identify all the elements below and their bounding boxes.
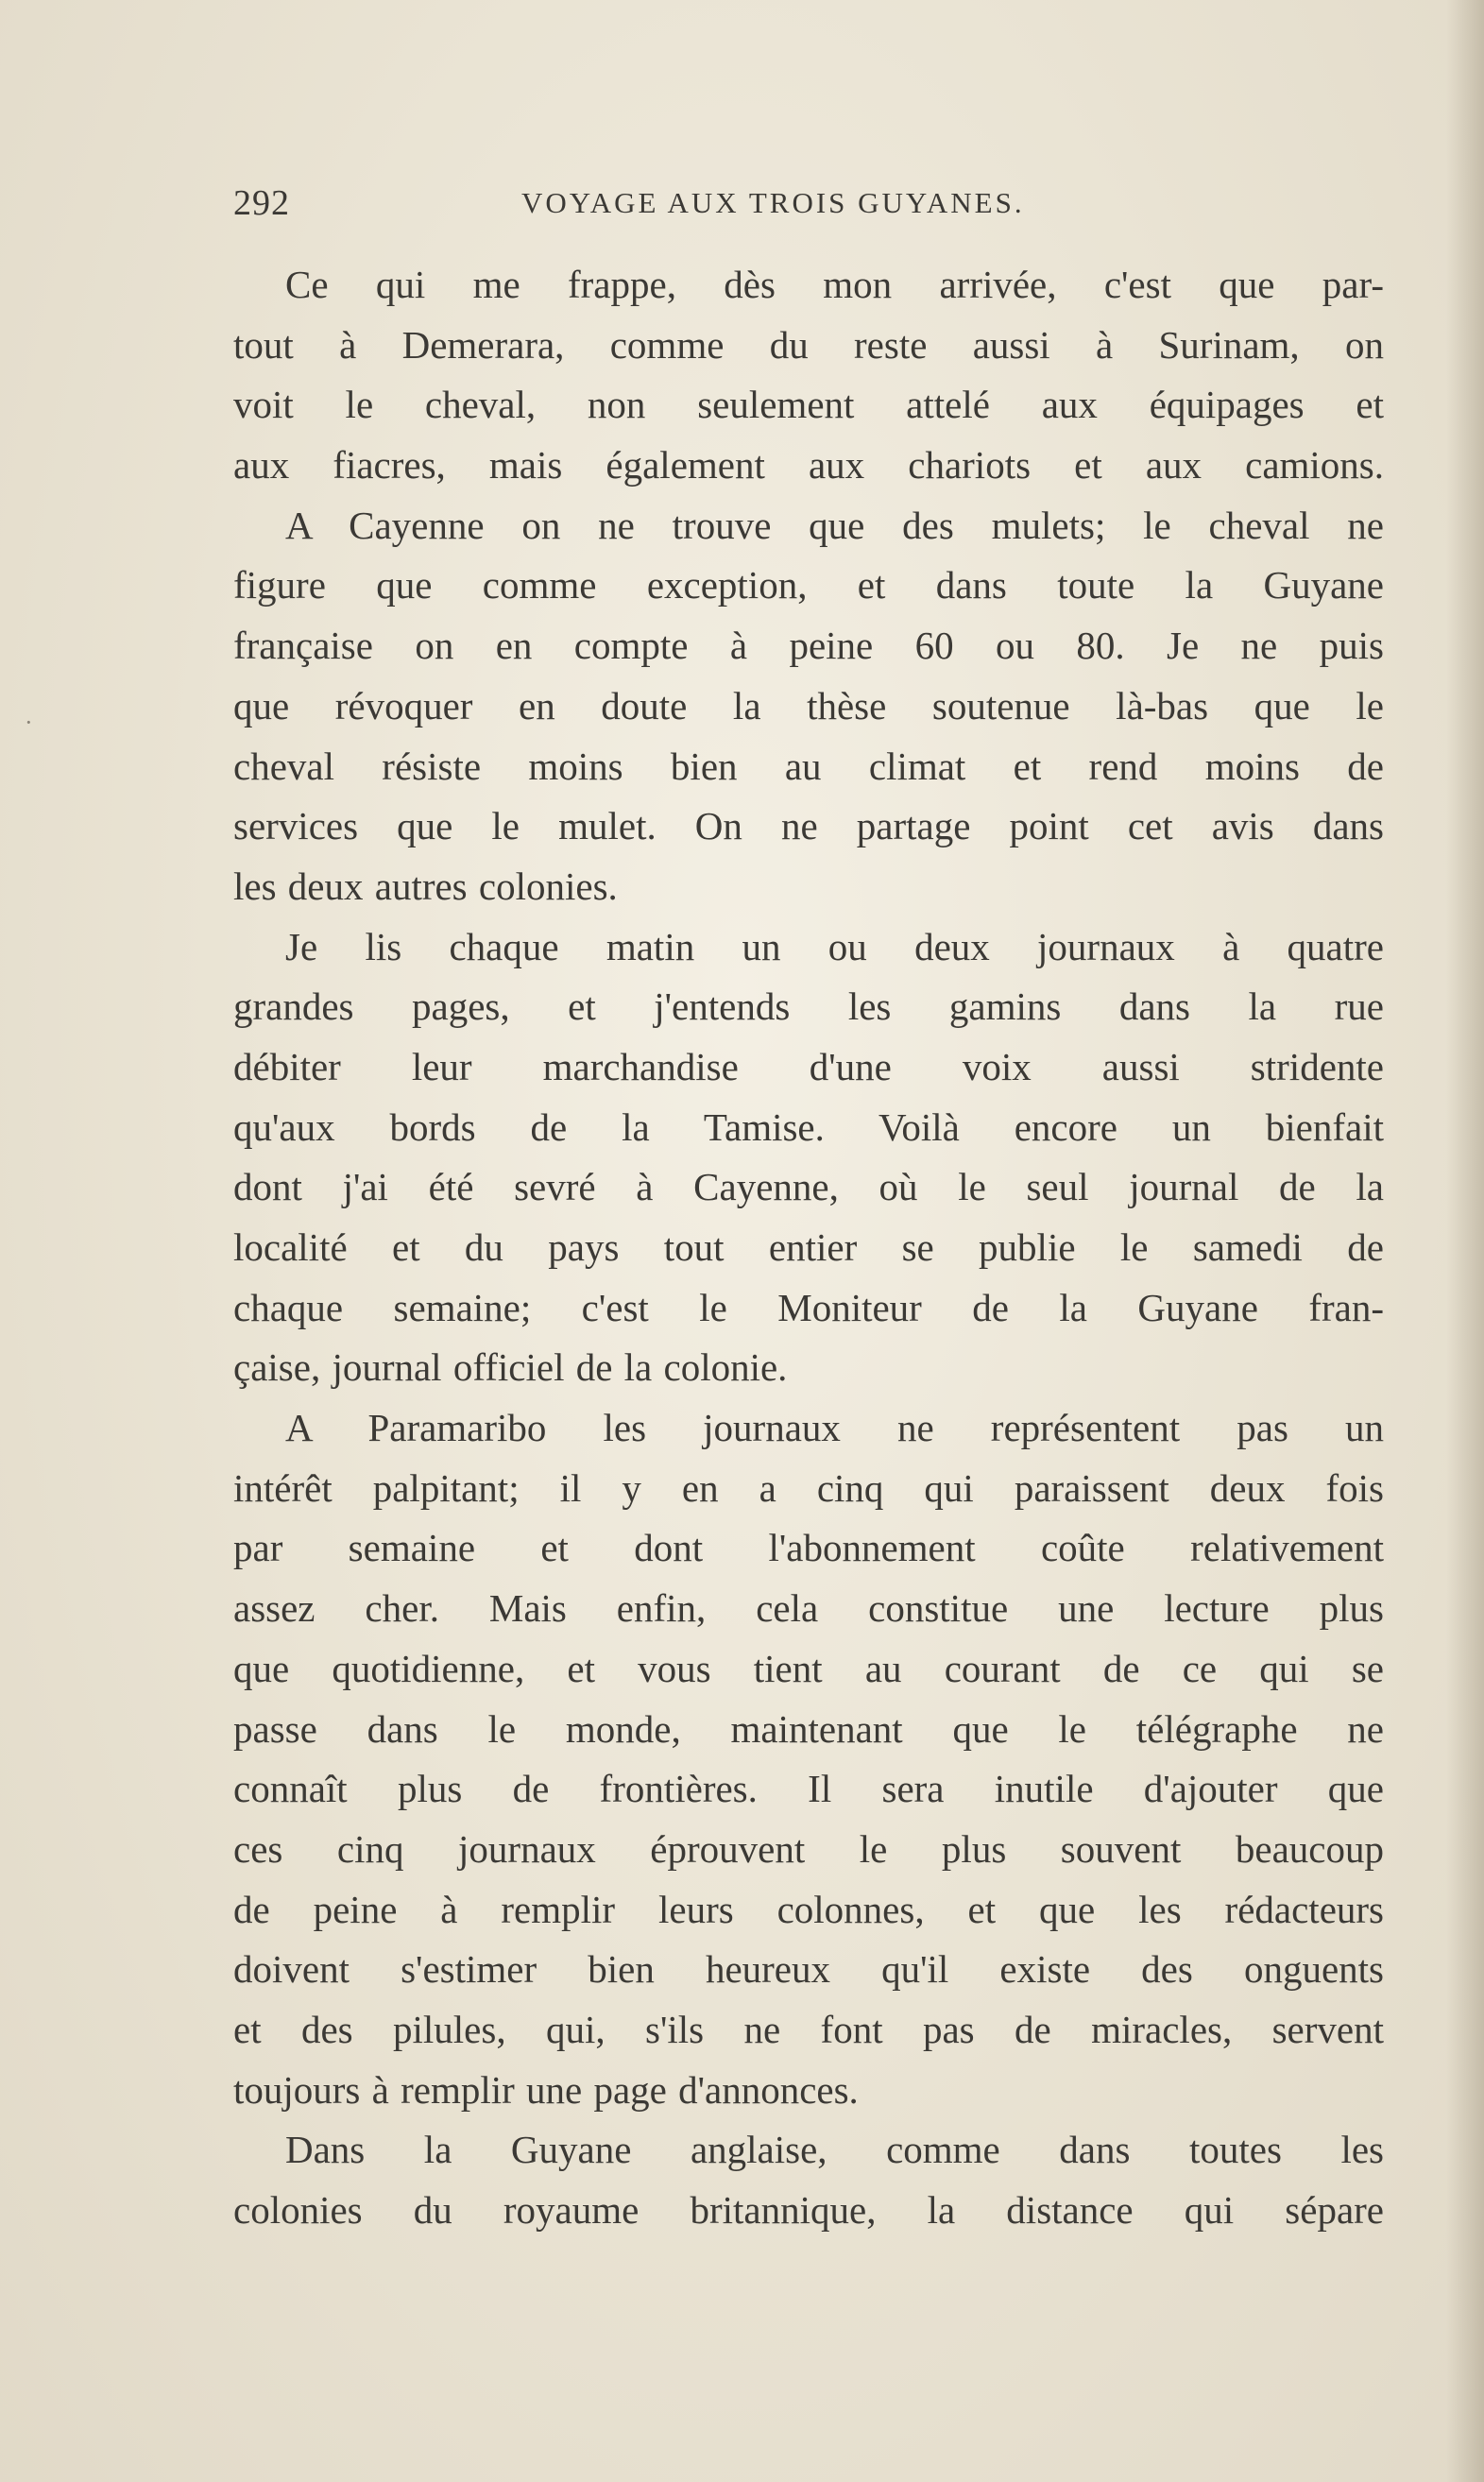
text-line: grandes pages, et j'entends les gamins dans la rue [233, 984, 1384, 1029]
text-line: A Paramaribo les journaux ne représentent pas un [285, 1406, 1384, 1450]
running-title: VOYAGE AUX TROIS GUYANES. [521, 186, 1025, 219]
text-line: les deux autres colonies. [233, 864, 618, 908]
text-line: voit le cheval, non seulement attelé aux équipages et [233, 383, 1384, 427]
text-line: cheval résiste moins bien au climat et rend moins de [233, 744, 1384, 788]
text-line: localité et du pays tout entier se publie le samedi de [233, 1225, 1384, 1269]
text-line: doivent s'estimer bien heureux qu'il existe des onguents [233, 1947, 1384, 1992]
text-line: qu'aux bords de la Tamise. Voilà encore un bienfait [233, 1104, 1384, 1149]
text-line: A Cayenne on ne trouve que des mulets; le cheval ne [285, 503, 1384, 547]
text-line: Ce qui me frappe, dès mon arrivée, c'est que par- [285, 263, 1384, 306]
text-line: tout à Demerara, comme du reste aussi à Surinam, on [233, 322, 1384, 367]
page-header [233, 182, 1384, 230]
text-line: figure que comme exception, et dans toute la Guyane [233, 563, 1384, 608]
text-line: débiter leur marchandise d'une voix aussi stridente [233, 1044, 1384, 1088]
page-number: 292 [233, 183, 290, 223]
text-line: çaise, journal officiel de la colonie. [233, 1345, 788, 1390]
text-line: colonies du royaume britannique, la distance qui sépare [233, 2188, 1384, 2232]
margin-mark: · [25, 709, 33, 736]
text-line: connaît plus de frontières. Il sera inutile d'ajouter que [233, 1767, 1384, 1811]
text-line: chaque semaine; c'est le Moniteur de la Guyane fran- [233, 1285, 1384, 1329]
text-line: française on en compte à peine 60 ou 80. Je ne puis [233, 624, 1384, 668]
body-text [233, 255, 1384, 2241]
text-line: intérêt palpitant; il y en a cinq qui paraissent deux fois [233, 1465, 1384, 1510]
text-line: ces cinq journaux éprouvent le plus souvent beaucoup [233, 1826, 1384, 1871]
text-line: que révoquer en doute la thèse soutenue là-bas que le [233, 683, 1384, 727]
text-line: toujours à remplir une page d'annonces. [233, 2067, 859, 2112]
text-line: Je lis chaque matin un ou deux journaux à quatre [285, 924, 1384, 968]
text-line: que quotidienne, et vous tient au courant de ce qui se [233, 1646, 1384, 1690]
text-line: assez cher. Mais enfin, cela constitue une lecture plus [233, 1586, 1384, 1631]
text-line: de peine à remplir leurs colonnes, et que les rédacteurs [233, 1887, 1384, 1931]
text-line: services que le mulet. On ne partage point cet avis dans [233, 804, 1384, 848]
text-line: Dans la Guyane anglaise, comme dans toutes les [285, 2128, 1384, 2172]
text-line: passe dans le monde, maintenant que le télégraphe ne [233, 1706, 1384, 1751]
text-line: par semaine et dont l'abonnement coûte relativement [233, 1526, 1384, 1570]
page-edge-shadow [1446, 0, 1484, 2482]
text-line: dont j'ai été sevré à Cayenne, où le seul journal de la [233, 1165, 1384, 1209]
text-line: et des pilules, qui, s'ils ne font pas de miracles, servent [233, 2007, 1384, 2051]
text-line: aux fiacres, mais également aux chariots et aux camions. [233, 443, 1384, 488]
